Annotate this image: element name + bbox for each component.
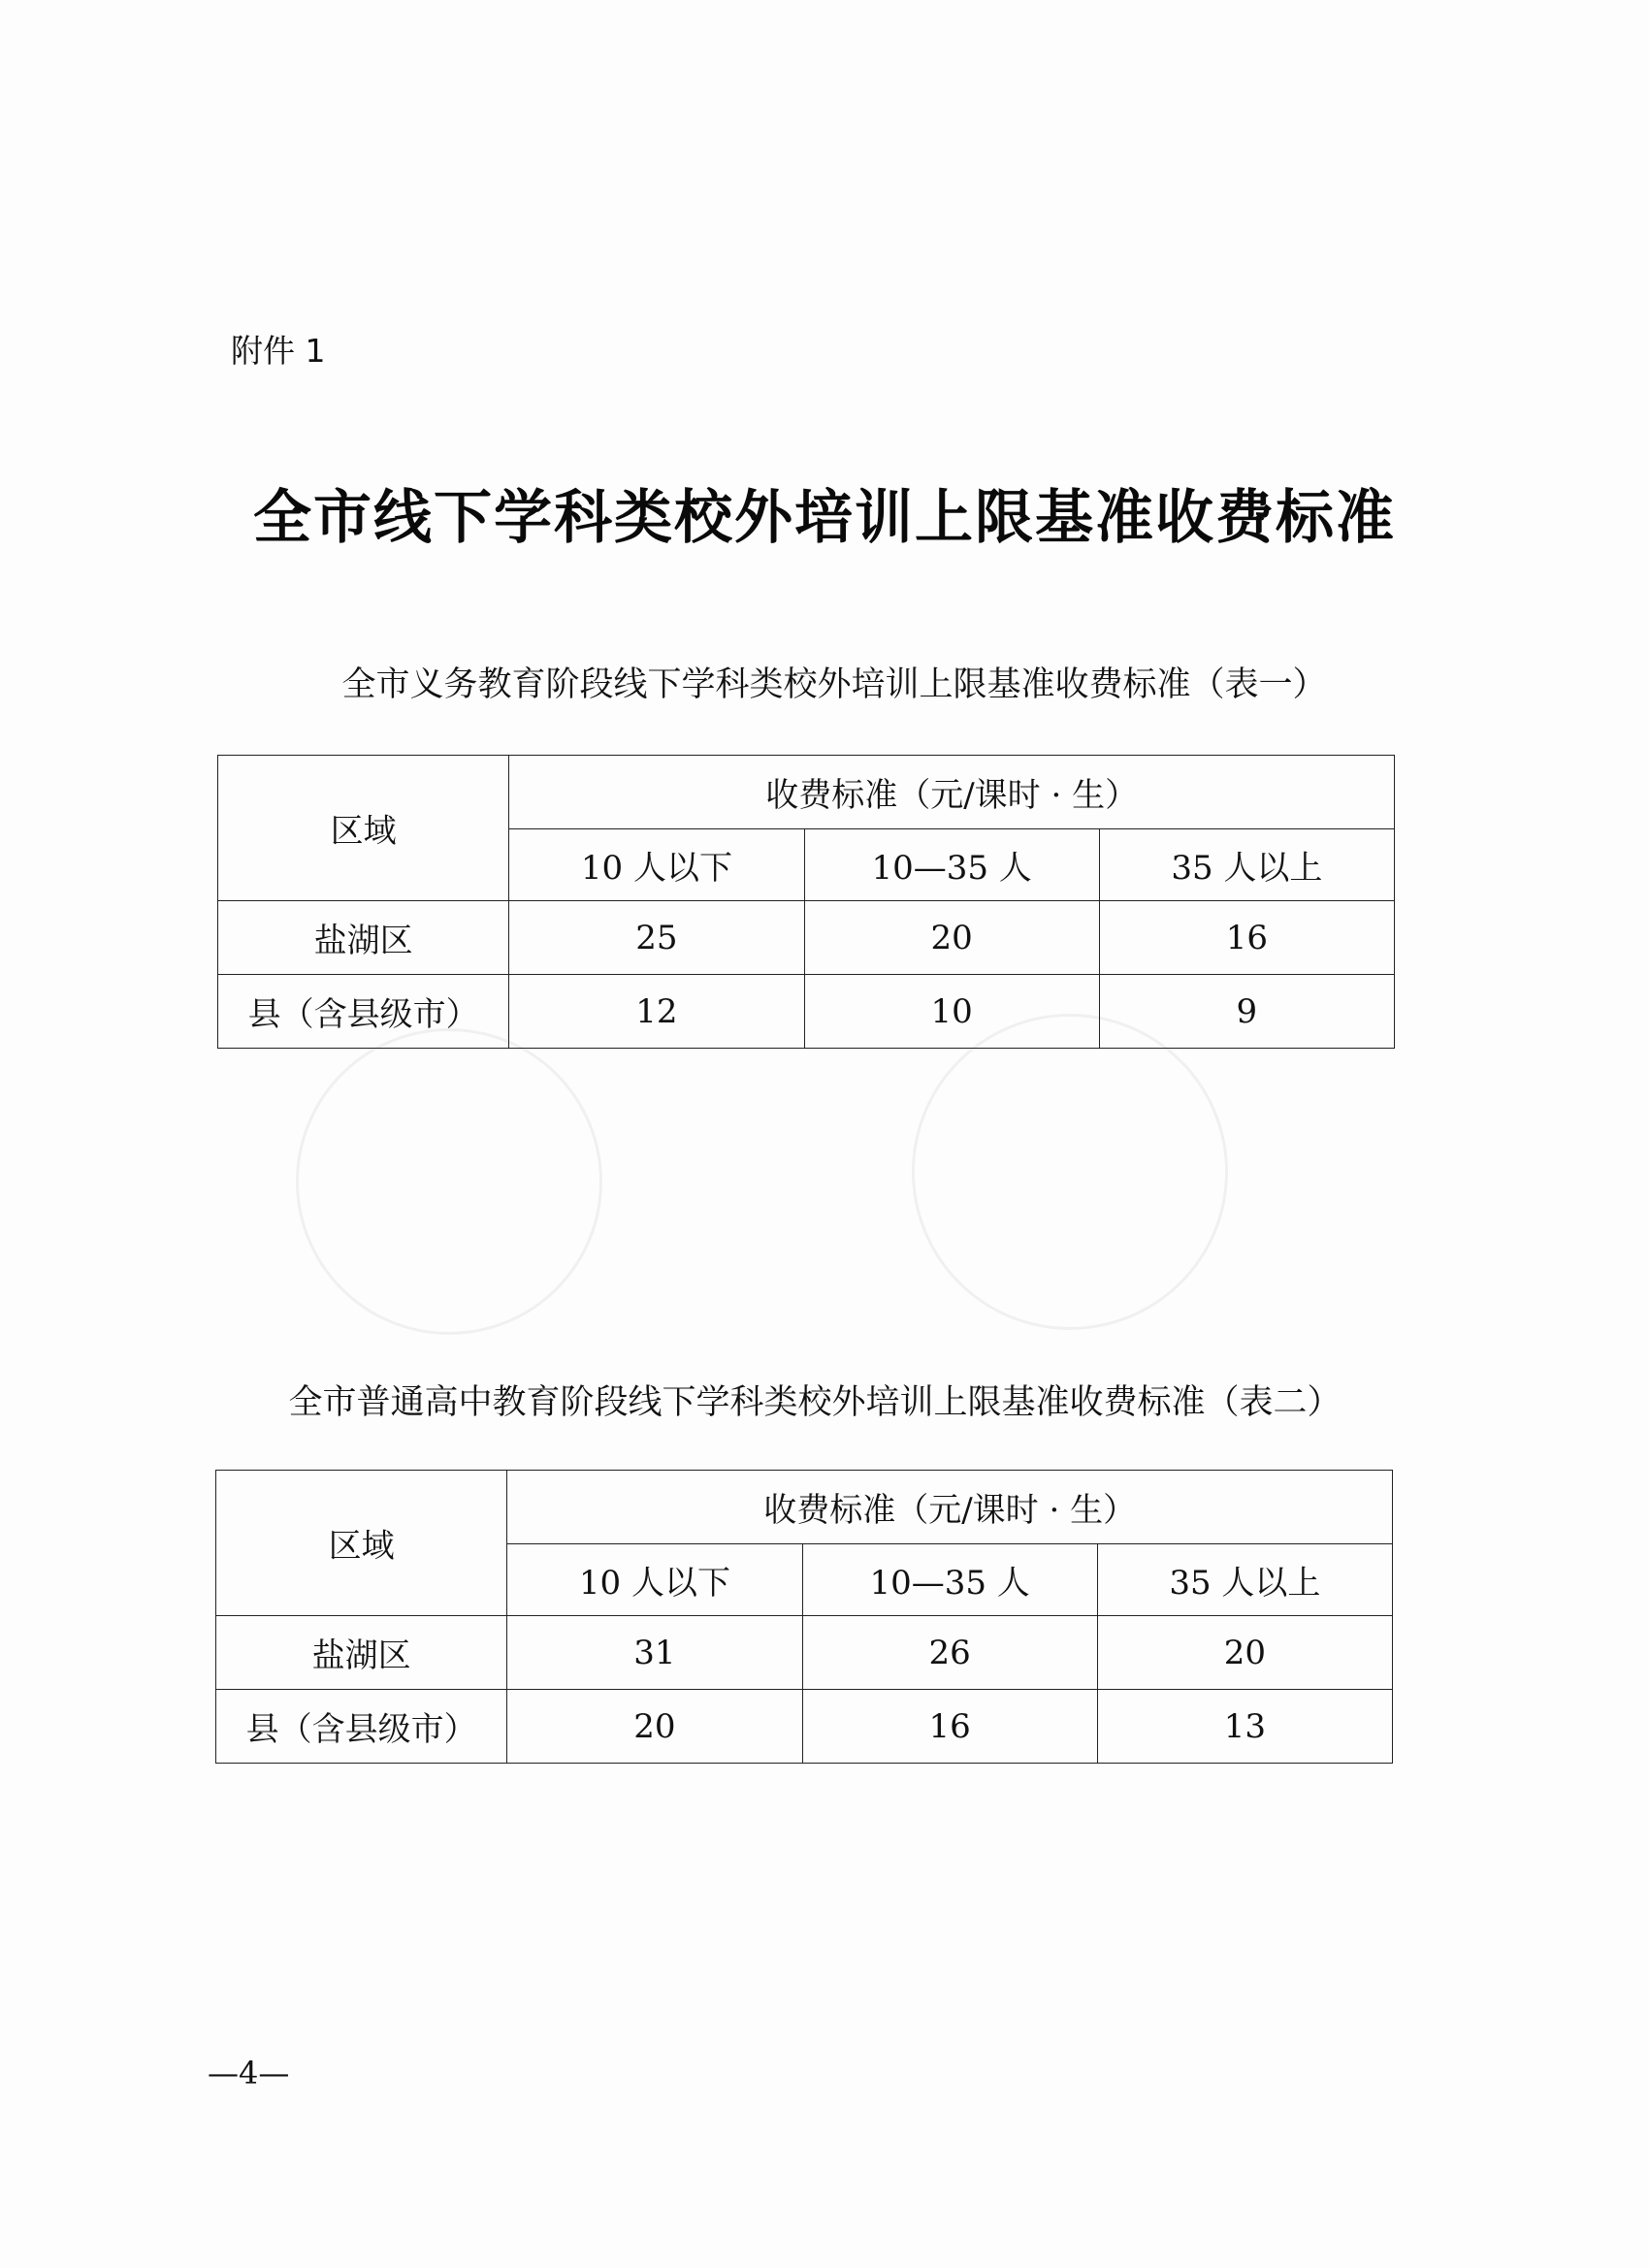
fee-cell: 20 — [804, 901, 1099, 975]
fee-cell: 16 — [802, 1690, 1097, 1764]
column-header: 10 人以下 — [509, 829, 804, 901]
column-header: 35 人以上 — [1099, 829, 1394, 901]
column-header: 10—35 人 — [804, 829, 1099, 901]
fee-cell: 10 — [804, 975, 1099, 1049]
table-caption: 全市义务教育阶段线下学科类校外培训上限基准收费标准（表一） — [341, 665, 1327, 704]
table-caption: 全市普通高中教育阶段线下学科类校外培训上限基准收费标准（表二） — [288, 1383, 1342, 1422]
fee-cell: 31 — [507, 1616, 802, 1690]
fee-table-high-school — [215, 1470, 1393, 1764]
fee-cell: 26 — [802, 1616, 1097, 1690]
fee-cell: 20 — [1097, 1616, 1392, 1690]
fee-cell: 20 — [507, 1690, 802, 1764]
table-row — [218, 901, 1395, 975]
region-header: 区域 — [216, 1471, 507, 1616]
attachment-label: 附件 1 — [231, 332, 326, 370]
fee-cell: 12 — [509, 975, 804, 1049]
region-cell: 县（含县级市） — [216, 1690, 507, 1764]
fee-cell: 16 — [1099, 901, 1394, 975]
region-header: 区域 — [218, 756, 509, 901]
table-row — [216, 1690, 1393, 1764]
column-header: 10 人以下 — [507, 1544, 802, 1616]
document-title: 全市线下学科类校外培训上限基准收费标准 — [253, 484, 1396, 552]
fee-cell: 9 — [1099, 975, 1394, 1049]
seal-stamp — [912, 1014, 1228, 1330]
region-cell: 盐湖区 — [216, 1616, 507, 1690]
table-row — [216, 1616, 1393, 1690]
region-cell: 盐湖区 — [218, 901, 509, 975]
fee-standard-header: 收费标准（元/课时 · 生） — [509, 756, 1395, 829]
fee-cell: 13 — [1097, 1690, 1392, 1764]
fee-standard-header: 收费标准（元/课时 · 生） — [507, 1471, 1393, 1544]
fee-cell: 25 — [509, 901, 804, 975]
page-number: —4— — [208, 2055, 290, 2091]
column-header: 35 人以上 — [1097, 1544, 1392, 1616]
seal-stamp — [296, 1028, 602, 1335]
fee-table-compulsory — [217, 755, 1395, 1049]
table-row — [218, 975, 1395, 1049]
column-header: 10—35 人 — [802, 1544, 1097, 1616]
region-cell: 县（含县级市） — [218, 975, 509, 1049]
